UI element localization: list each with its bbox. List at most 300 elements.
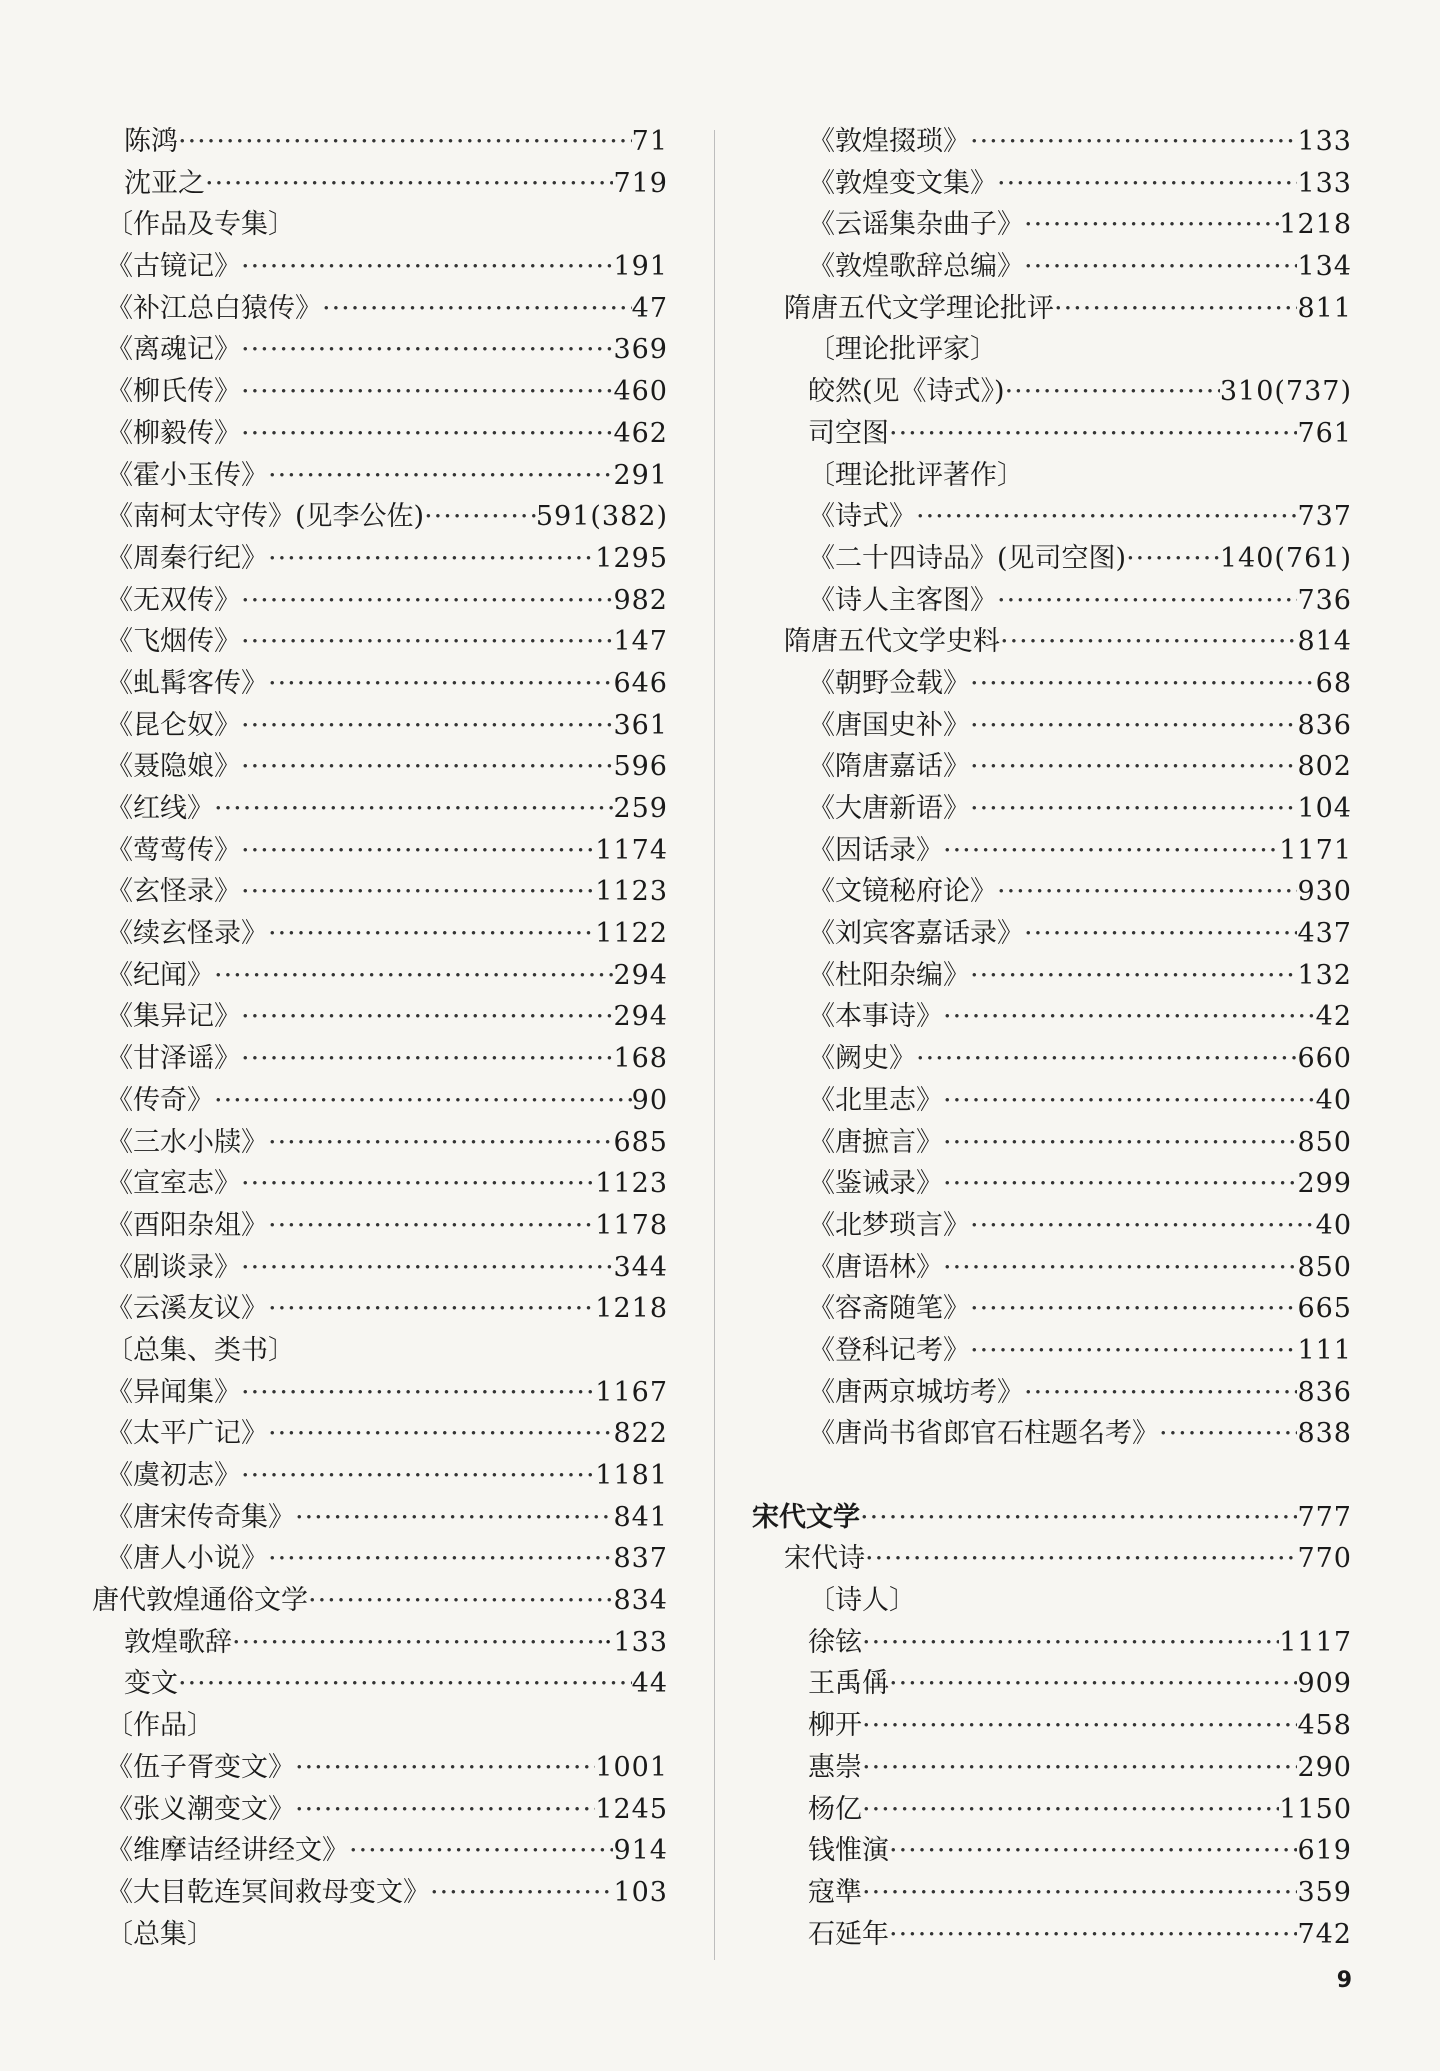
entry-label: 《昆仑奴》 <box>106 709 241 741</box>
entry-label: 《唐语林》 <box>808 1251 943 1283</box>
index-entry <box>92 1122 668 1164</box>
leader-dots <box>1024 204 1279 246</box>
entry-page: 982 <box>613 584 668 616</box>
entry-label: 《云谣集杂曲子》 <box>808 209 1024 241</box>
entry-label: 《唐国史补》 <box>808 709 970 741</box>
index-entry <box>752 1622 1352 1664</box>
index-entry <box>92 913 668 955</box>
entry-label: 《宣室志》 <box>106 1168 241 1200</box>
index-entry <box>752 163 1352 205</box>
entry-page: 40 <box>1315 1209 1352 1241</box>
leader-dots <box>178 1663 632 1705</box>
leader-dots <box>295 1497 613 1539</box>
index-entry <box>92 496 668 538</box>
entry-page: 132 <box>1297 959 1352 991</box>
leader-dots <box>970 705 1297 747</box>
entry-page: 802 <box>1297 751 1352 783</box>
entry-label: 唐代敦煌通俗文学 <box>92 1585 308 1617</box>
leader-dots <box>268 663 613 705</box>
entry-label: 《续玄怪录》 <box>106 918 268 950</box>
entry-page: 1218 <box>1279 209 1352 241</box>
entry-page: 930 <box>1297 876 1352 908</box>
entry-page: 836 <box>1297 1376 1352 1408</box>
index-entry <box>752 1080 1352 1122</box>
index-entry <box>752 1497 1352 1539</box>
entry-page: 1178 <box>595 1209 668 1241</box>
index-entry <box>752 288 1352 330</box>
entry-label: 《唐宋传奇集》 <box>106 1501 295 1533</box>
leader-dots <box>943 1122 1297 1164</box>
entry-page: 299 <box>1297 1168 1352 1200</box>
leader-dots <box>1000 621 1297 663</box>
leader-dots <box>943 1080 1316 1122</box>
index-entry <box>92 329 668 371</box>
index-entry <box>92 1747 668 1789</box>
index-entry <box>92 538 668 580</box>
entry-page: 462 <box>613 417 668 449</box>
entry-label: 《杜阳杂编》 <box>808 959 970 991</box>
index-entry <box>92 1330 668 1372</box>
entry-page: 596 <box>613 751 668 783</box>
index-entry <box>752 996 1352 1038</box>
index-entry <box>92 746 668 788</box>
leader-dots <box>241 1163 595 1205</box>
entry-page: 914 <box>613 1835 668 1867</box>
leader-dots <box>241 1455 595 1497</box>
entry-label: 杨亿 <box>808 1793 862 1825</box>
leader-dots <box>1126 538 1220 580</box>
entry-page: 1123 <box>595 1168 668 1200</box>
entry-page: 660 <box>1297 1043 1352 1075</box>
leader-dots <box>970 746 1297 788</box>
entry-label: 《补江总白猿传》 <box>106 292 322 324</box>
leader-dots <box>916 496 1297 538</box>
leader-dots <box>214 788 613 830</box>
index-entry <box>92 121 668 163</box>
entry-label: 钱惟演 <box>808 1835 889 1867</box>
entry-page: 361 <box>613 709 668 741</box>
entry-page: 1122 <box>595 918 668 950</box>
entry-label: 《飞烟传》 <box>106 626 241 658</box>
entry-label: 《大唐新语》 <box>808 793 970 824</box>
left-column <box>92 121 668 1955</box>
entry-label: 隋唐五代文学理论批评 <box>784 292 1054 324</box>
entry-page: 742 <box>1297 1918 1352 1950</box>
entry-label: 《玄怪录》 <box>106 876 241 908</box>
leader-dots <box>1024 1372 1297 1414</box>
entry-page: 1123 <box>595 876 668 908</box>
index-entry <box>752 496 1352 538</box>
index-entry <box>752 1580 1352 1622</box>
entry-page: 369 <box>613 334 668 366</box>
right-column <box>752 121 1352 1955</box>
entry-label: 徐铉 <box>808 1626 862 1658</box>
leader-dots <box>268 1122 613 1164</box>
leader-dots <box>205 163 613 205</box>
leader-dots <box>268 455 613 497</box>
entry-label: 《古镜记》 <box>106 251 241 283</box>
entry-label: 《本事诗》 <box>808 1001 943 1033</box>
entry-page: 834 <box>613 1585 668 1617</box>
entry-label: 《北里志》 <box>808 1084 943 1116</box>
entry-label: 皎然(见《诗式》) <box>808 376 1005 408</box>
index-entry <box>92 455 668 497</box>
entry-label: 《霍小玉传》 <box>106 459 268 491</box>
index-entry <box>752 1038 1352 1080</box>
index-entry <box>752 913 1352 955</box>
entry-label: 《刘宾客嘉话录》 <box>808 918 1024 950</box>
index-entry <box>752 1830 1352 1872</box>
leader-dots <box>241 705 613 747</box>
entry-page: 294 <box>613 959 668 991</box>
index-entry <box>92 246 668 288</box>
entry-page: 841 <box>613 1501 668 1533</box>
leader-dots <box>308 1580 613 1622</box>
entry-label: 《虞初志》 <box>106 1460 241 1491</box>
entry-page: 1181 <box>595 1460 668 1491</box>
index-entry <box>92 871 668 913</box>
entry-page: 68 <box>1315 667 1352 699</box>
index-entry <box>92 1038 668 1080</box>
leader-dots <box>970 1288 1297 1330</box>
index-entry <box>92 1205 668 1247</box>
leader-dots <box>1024 913 1297 955</box>
entry-page: 838 <box>1297 1418 1352 1450</box>
index-entry <box>92 413 668 455</box>
index-entry <box>752 1372 1352 1414</box>
entry-page: 811 <box>1297 292 1352 324</box>
index-entry <box>752 830 1352 872</box>
entry-page: 344 <box>613 1251 668 1283</box>
entry-label: 〔总集〕 <box>106 1918 214 1950</box>
index-entry <box>752 455 1352 497</box>
entry-label: 《离魂记》 <box>106 334 241 366</box>
entry-label: 《酉阳杂俎》 <box>106 1209 268 1241</box>
entry-label: 《异闻集》 <box>106 1376 241 1408</box>
leader-dots <box>970 955 1297 997</box>
leader-dots <box>214 955 613 997</box>
entry-page: 71 <box>631 126 668 157</box>
entry-label: 《伍子胥变文》 <box>106 1751 295 1783</box>
leader-dots <box>862 1789 1279 1831</box>
leader-dots <box>241 621 613 663</box>
leader-dots <box>916 1038 1297 1080</box>
entry-label: 《传奇》 <box>106 1084 214 1116</box>
leader-dots <box>970 1205 1316 1247</box>
entry-label: 《云溪友议》 <box>106 1293 268 1325</box>
leader-dots <box>943 996 1316 1038</box>
entry-label: 宋代诗 <box>784 1543 865 1575</box>
leader-dots <box>424 496 536 538</box>
index-entry <box>92 830 668 872</box>
index-entry <box>752 1663 1352 1705</box>
entry-label: 宋代文学 <box>752 1501 860 1533</box>
index-entry <box>92 788 668 830</box>
entry-label: 《鉴诫录》 <box>808 1168 943 1200</box>
index-entry <box>752 705 1352 747</box>
entry-label: 《诗式》 <box>808 501 916 533</box>
entry-label: 《二十四诗品》(见司空图) <box>808 542 1127 574</box>
entry-page: 685 <box>613 1126 668 1158</box>
entry-page: 770 <box>1297 1543 1352 1575</box>
entry-label: 《诗人主客图》 <box>808 584 997 616</box>
leader-dots <box>268 1413 613 1455</box>
index-entry <box>92 1372 668 1414</box>
entry-page: 42 <box>1315 1001 1352 1033</box>
leader-dots <box>268 1205 595 1247</box>
leader-dots <box>232 1622 604 1664</box>
entry-label: 石延年 <box>808 1918 889 1950</box>
entry-page: 1174 <box>595 834 668 866</box>
index-entry <box>92 288 668 330</box>
index-entry <box>92 621 668 663</box>
index-entry <box>92 1538 668 1580</box>
entry-label: 〔理论批评著作〕 <box>808 459 1024 491</box>
index-entry <box>752 413 1352 455</box>
entry-label: 〔总集、类书〕 <box>106 1334 295 1366</box>
entry-label: 《柳毅传》 <box>106 417 241 449</box>
entry-page: 133 <box>1297 167 1352 199</box>
index-entry <box>752 1705 1352 1747</box>
entry-label: 《大目乾连冥间救母变文》 <box>106 1876 430 1908</box>
entry-page: 736 <box>1297 584 1352 616</box>
leader-dots <box>943 1163 1297 1205</box>
leader-dots <box>268 1288 595 1330</box>
entry-page: 290 <box>1297 1751 1352 1783</box>
index-entry <box>92 1914 668 1956</box>
entry-label: 陈鸿 <box>124 126 178 157</box>
entry-label: 《隋唐嘉话》 <box>808 751 970 783</box>
index-entry <box>752 788 1352 830</box>
entry-page: 850 <box>1297 1251 1352 1283</box>
entry-page: 437 <box>1297 918 1352 950</box>
entry-label: 敦煌歌辞 <box>124 1626 232 1658</box>
leader-dots <box>241 1038 613 1080</box>
leader-dots <box>241 1372 595 1414</box>
entry-page: 665 <box>1297 1293 1352 1325</box>
entry-page: 104 <box>1297 793 1352 824</box>
index-entry <box>752 1789 1352 1831</box>
entry-label: 《敦煌掇琐》 <box>808 126 970 157</box>
index-entry <box>752 580 1352 622</box>
entry-label: 〔诗人〕 <box>808 1585 916 1617</box>
entry-label: 《唐人小说》 <box>106 1543 268 1575</box>
entry-label: 《周秦行纪》 <box>106 542 268 574</box>
index-entry <box>752 1122 1352 1164</box>
index-entry <box>92 1288 668 1330</box>
leader-dots <box>889 1914 1297 1956</box>
index-entry <box>752 1872 1352 1914</box>
entry-label: 《红线》 <box>106 793 214 824</box>
entry-label: 《无双传》 <box>106 584 241 616</box>
leader-dots <box>241 413 613 455</box>
index-entry <box>92 580 668 622</box>
entry-page: 1167 <box>595 1376 668 1408</box>
entry-page: 737 <box>1297 501 1352 533</box>
entry-label: 《敦煌歌辞总编》 <box>808 251 1024 283</box>
index-entry <box>752 1413 1352 1455</box>
leader-dots <box>970 1330 1297 1372</box>
entry-page: 294 <box>613 1001 668 1033</box>
leader-dots <box>970 121 1297 163</box>
index-entry <box>92 163 668 205</box>
leader-dots <box>862 1705 1297 1747</box>
entry-page: 147 <box>613 626 668 658</box>
entry-label: 〔作品及专集〕 <box>106 209 295 241</box>
entry-page: 458 <box>1297 1710 1352 1742</box>
entry-page: 719 <box>613 167 668 199</box>
index-entry <box>752 121 1352 163</box>
entry-page: 168 <box>613 1043 668 1075</box>
index-entry <box>752 663 1352 705</box>
entry-page: 777 <box>1297 1501 1352 1533</box>
leader-dots <box>178 121 632 163</box>
entry-label: 寇準 <box>808 1876 862 1908</box>
leader-dots <box>997 580 1297 622</box>
entry-page: 836 <box>1297 709 1352 741</box>
entry-page: 259 <box>613 793 668 824</box>
index-entry <box>92 663 668 705</box>
entry-page: 1245 <box>595 1793 668 1825</box>
entry-label: 《集异记》 <box>106 1001 241 1033</box>
index-entry <box>752 1288 1352 1330</box>
leader-dots <box>241 996 613 1038</box>
index-entry <box>752 746 1352 788</box>
leader-dots <box>268 913 595 955</box>
index-entry <box>92 1247 668 1289</box>
index-entry <box>752 1330 1352 1372</box>
index-entry <box>92 1455 668 1497</box>
leader-dots <box>268 538 595 580</box>
index-entry <box>92 1705 668 1747</box>
index-entry <box>752 955 1352 997</box>
index-entry <box>92 1580 668 1622</box>
leader-dots <box>214 1080 632 1122</box>
entry-page: 761 <box>1297 417 1352 449</box>
leader-dots <box>268 1538 613 1580</box>
leader-dots <box>1054 288 1297 330</box>
index-entry <box>92 1413 668 1455</box>
index-entry <box>92 705 668 747</box>
index-entry <box>92 996 668 1038</box>
entry-label: 《文镜秘府论》 <box>808 876 997 908</box>
entry-page: 191 <box>613 251 668 283</box>
entry-label: 《唐摭言》 <box>808 1126 943 1158</box>
entry-page: 1295 <box>595 542 668 574</box>
entry-label: 《容斋随笔》 <box>808 1293 970 1325</box>
leader-dots <box>889 1663 1297 1705</box>
entry-page: 1171 <box>1279 834 1352 866</box>
entry-page: 591(382) <box>535 501 668 533</box>
entry-label: 《朝野佥载》 <box>808 667 970 699</box>
leader-dots <box>1024 246 1297 288</box>
entry-page: 1001 <box>595 1751 668 1783</box>
entry-label: 隋唐五代文学史料 <box>784 626 1000 658</box>
leader-dots <box>241 329 613 371</box>
leader-dots <box>241 246 613 288</box>
entry-label: 《唐尚书省郎官石柱题名考》 <box>808 1418 1159 1450</box>
entry-label: 王禹偁 <box>808 1668 889 1700</box>
leader-dots <box>943 1247 1297 1289</box>
entry-label: 《莺莺传》 <box>106 834 241 866</box>
entry-page: 850 <box>1297 1126 1352 1158</box>
entry-label: 《阙史》 <box>808 1043 916 1075</box>
entry-page: 837 <box>613 1543 668 1575</box>
entry-label: 《南柯太守传》(见李公佐) <box>106 501 425 533</box>
index-entry <box>92 1497 668 1539</box>
index-entry <box>752 329 1352 371</box>
leader-dots <box>322 288 632 330</box>
index-entry <box>92 1080 668 1122</box>
index-entry <box>752 621 1352 663</box>
index-entry <box>752 1247 1352 1289</box>
index-entry <box>92 1872 668 1914</box>
entry-page: 111 <box>1297 1334 1352 1366</box>
entry-label: 《因话录》 <box>808 834 943 866</box>
entry-label: 《登科记考》 <box>808 1334 970 1366</box>
entry-page: 359 <box>1297 1876 1352 1908</box>
entry-page: 40 <box>1315 1084 1352 1116</box>
entry-label: 《虬髯客传》 <box>106 667 268 699</box>
entry-label: 〔理论批评家〕 <box>808 334 997 366</box>
entry-label: 柳开 <box>808 1710 862 1742</box>
section-spacer <box>752 1455 1352 1497</box>
entry-label: 《张义潮变文》 <box>106 1793 295 1825</box>
leader-dots <box>889 413 1297 455</box>
index-entry <box>92 371 668 413</box>
leader-dots <box>241 371 613 413</box>
leader-dots <box>295 1747 595 1789</box>
leader-dots <box>860 1497 1297 1539</box>
entry-label: 司空图 <box>808 417 889 449</box>
leader-dots <box>862 1622 1279 1664</box>
leader-dots <box>241 580 613 622</box>
index-entry <box>92 1163 668 1205</box>
entry-page: 822 <box>613 1418 668 1450</box>
column-divider <box>714 130 715 1960</box>
entry-page: 646 <box>613 667 668 699</box>
index-entry <box>752 1205 1352 1247</box>
leader-dots <box>1005 371 1220 413</box>
index-entry <box>752 1914 1352 1956</box>
leader-dots <box>1159 1413 1297 1455</box>
index-entry <box>752 538 1352 580</box>
index-entry <box>92 955 668 997</box>
leader-dots <box>997 871 1297 913</box>
entry-page: 619 <box>1297 1835 1352 1867</box>
index-entry <box>752 246 1352 288</box>
entry-label: 《聂隐娘》 <box>106 751 241 783</box>
entry-label: 变文 <box>124 1668 178 1700</box>
leader-dots <box>862 1872 1297 1914</box>
index-entry <box>752 871 1352 913</box>
leader-dots <box>970 663 1316 705</box>
entry-label: 《甘泽谣》 <box>106 1043 241 1075</box>
leader-dots <box>997 163 1297 205</box>
entry-page: 133 <box>1297 126 1352 157</box>
entry-page: 1150 <box>1279 1793 1352 1825</box>
entry-label: 《剧谈录》 <box>106 1251 241 1283</box>
leader-dots <box>970 788 1297 830</box>
index-entry <box>92 1830 668 1872</box>
index-entry <box>92 1789 668 1831</box>
index-entry <box>752 1538 1352 1580</box>
leader-dots <box>943 830 1279 872</box>
entry-label: 沈亚之 <box>124 167 205 199</box>
index-entry <box>92 1663 668 1705</box>
entry-page: 90 <box>631 1084 668 1116</box>
entry-page: 103 <box>613 1876 668 1908</box>
